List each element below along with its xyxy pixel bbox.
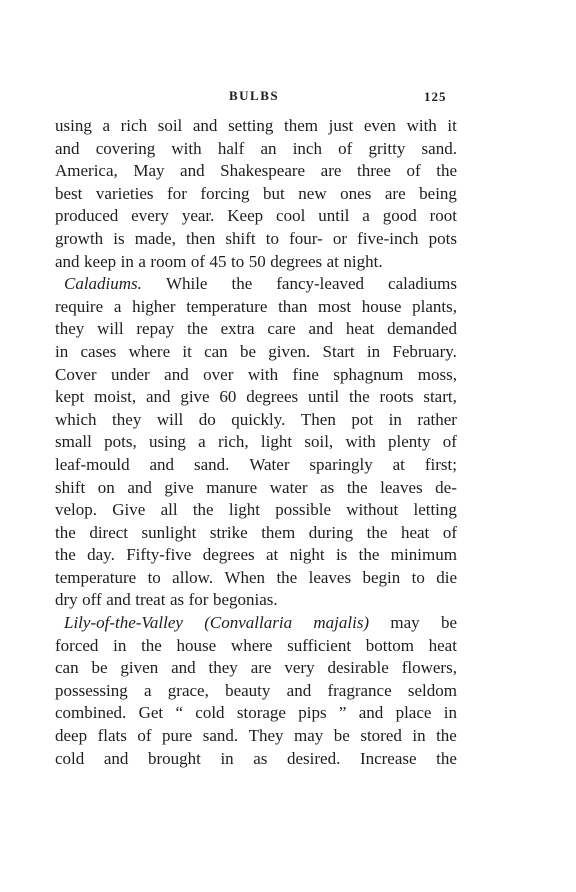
word: varieties	[95, 183, 154, 203]
word: a	[138, 251, 146, 271]
word: growth	[55, 228, 104, 248]
word: the	[358, 545, 380, 565]
word: every	[131, 206, 169, 226]
text-line	[55, 160, 457, 183]
word: storage	[236, 703, 286, 723]
text-line	[55, 725, 457, 748]
word: majalis)	[313, 613, 370, 633]
word: Then	[300, 409, 336, 429]
word: extra	[220, 319, 255, 339]
text-line	[55, 386, 457, 409]
word: stored	[360, 726, 402, 746]
word: with	[247, 364, 279, 384]
text-line	[55, 364, 457, 387]
word: of	[406, 161, 421, 181]
word: heat	[345, 319, 375, 339]
word: at	[326, 251, 339, 271]
word: desirable	[327, 658, 389, 678]
word: in	[220, 748, 234, 768]
word: Fifty-five	[126, 545, 192, 565]
word: with	[171, 138, 202, 158]
word: ”	[338, 703, 347, 723]
word: the	[436, 726, 457, 746]
word: letting	[413, 500, 457, 520]
word: de-	[435, 477, 457, 497]
text-line	[55, 544, 457, 567]
word: 45	[209, 251, 227, 271]
word: the	[55, 545, 76, 565]
word: degrees	[270, 251, 323, 271]
word: for	[188, 590, 209, 610]
word: cold	[195, 703, 225, 723]
word: root	[429, 206, 457, 226]
word: during	[308, 522, 354, 542]
word: roots	[379, 387, 414, 407]
word: While	[165, 274, 208, 294]
word: the	[186, 319, 208, 339]
word: sunlight	[141, 522, 197, 542]
word: to	[265, 228, 279, 248]
text-line	[55, 205, 457, 228]
word: off	[82, 590, 102, 610]
word: shift	[55, 477, 86, 497]
word: until	[307, 387, 340, 407]
word: a	[143, 680, 152, 700]
word: they	[55, 319, 85, 339]
word: setting	[228, 116, 274, 135]
word: sand.	[202, 726, 239, 746]
word: may	[294, 726, 324, 746]
word: the	[231, 274, 253, 294]
word: water	[269, 477, 308, 497]
word: at	[392, 454, 405, 474]
page-number: 125	[424, 89, 447, 104]
word: even	[363, 116, 396, 135]
word: first;	[424, 454, 457, 474]
word: as	[169, 590, 185, 610]
word: until	[318, 206, 350, 226]
word: made,	[134, 228, 176, 248]
word: Increase	[359, 748, 417, 768]
word: and	[180, 161, 205, 181]
word: using	[55, 116, 92, 135]
word: them	[284, 116, 319, 135]
word: begonias.	[212, 590, 278, 610]
word: light	[260, 432, 293, 452]
word: on	[97, 477, 115, 497]
word: inch	[292, 138, 322, 158]
word: at	[266, 545, 279, 565]
word: Get	[138, 703, 164, 723]
word: the	[192, 500, 214, 520]
word: are	[384, 183, 406, 203]
word: will	[156, 409, 184, 429]
word: caladiums	[388, 274, 457, 294]
word: sparingly	[309, 454, 373, 474]
text-line	[55, 702, 457, 725]
word: fine	[292, 364, 319, 384]
word: or	[332, 228, 348, 248]
word: can	[55, 658, 79, 678]
word: without	[346, 500, 399, 520]
word: then	[185, 228, 216, 248]
text-line	[55, 635, 457, 658]
word: of	[190, 251, 205, 271]
word: night	[289, 545, 325, 565]
word: Cover	[55, 364, 97, 384]
word: grace,	[167, 680, 209, 700]
word: desired.	[287, 748, 341, 768]
word: and	[286, 680, 312, 700]
word: four-	[289, 228, 323, 248]
word: in	[55, 341, 69, 361]
word: for	[167, 183, 187, 203]
word: flowers,	[401, 658, 457, 678]
word: room	[150, 251, 187, 271]
word: rich	[120, 116, 148, 135]
text-line	[55, 612, 457, 635]
word: fragrance	[327, 680, 392, 700]
text-line	[55, 273, 457, 296]
word: with	[345, 432, 376, 452]
word: cases	[80, 341, 117, 361]
word: be	[91, 658, 108, 678]
word: a	[198, 432, 206, 452]
word: in	[412, 726, 426, 746]
word: year.	[181, 206, 215, 226]
word: heat	[400, 522, 430, 542]
word: be	[333, 726, 350, 746]
word: and	[308, 319, 334, 339]
word: a	[362, 206, 370, 226]
word: it	[447, 116, 457, 135]
word: as	[253, 748, 268, 768]
word: quickly.	[231, 409, 286, 429]
word: the	[366, 522, 388, 542]
word: plenty	[387, 432, 431, 452]
word: keep	[84, 251, 117, 271]
word: heat	[428, 635, 457, 655]
word: pots	[428, 228, 457, 248]
word: flats	[97, 726, 127, 746]
word: pips	[298, 703, 327, 723]
word: and	[358, 703, 384, 723]
word: and	[164, 364, 189, 384]
word: a	[113, 296, 122, 316]
word: soil,	[304, 432, 334, 452]
word: forcing	[200, 183, 250, 203]
word: than	[278, 296, 308, 316]
word: three	[356, 161, 391, 181]
word: manure	[206, 477, 258, 497]
text-line	[55, 431, 457, 454]
word: give	[164, 477, 194, 497]
word: but	[263, 183, 285, 203]
word: using	[149, 432, 186, 452]
word: direct	[89, 522, 129, 542]
word: small	[55, 432, 92, 452]
text-line	[55, 567, 457, 590]
word: America,	[55, 161, 118, 181]
word: Keep	[227, 206, 264, 226]
word: give	[180, 387, 210, 407]
word: where	[230, 635, 273, 655]
word: be	[440, 613, 457, 633]
word: and	[127, 477, 152, 497]
word: fancy-leaved	[276, 274, 365, 294]
word: kept	[55, 387, 85, 407]
text-line	[55, 341, 457, 364]
word: is	[335, 545, 348, 565]
word: can	[204, 341, 228, 361]
word: five-inch	[357, 228, 419, 248]
word: may	[390, 613, 420, 633]
word: possible	[275, 500, 332, 520]
word: cold	[55, 748, 85, 768]
word: with	[406, 116, 437, 135]
word: moss,	[417, 364, 457, 384]
text-line	[55, 228, 457, 251]
word: to	[230, 251, 245, 271]
word: and	[145, 387, 171, 407]
word: temperature	[55, 567, 137, 587]
word: half	[217, 138, 245, 158]
word: February.	[392, 341, 457, 361]
word: of	[442, 522, 457, 542]
word: it	[182, 341, 192, 361]
word: shift	[225, 228, 256, 248]
text-line	[55, 680, 457, 703]
word: die	[436, 567, 457, 587]
word: require	[55, 296, 104, 316]
word: the	[55, 522, 76, 542]
word: light	[228, 500, 261, 520]
text-line	[55, 477, 457, 500]
word: Caladiums.	[64, 274, 142, 294]
word: May	[133, 161, 165, 181]
word: the	[436, 161, 457, 181]
word: the	[346, 477, 368, 497]
word: and	[103, 748, 129, 768]
word: Lily-of-the-Valley	[64, 613, 183, 633]
word: in	[113, 635, 127, 655]
word: of	[137, 726, 152, 746]
word: beauty	[225, 680, 271, 700]
word: are	[320, 161, 342, 181]
word: good	[382, 206, 417, 226]
word: the	[141, 635, 162, 655]
word: moist,	[94, 387, 137, 407]
word: all	[160, 500, 178, 520]
word: do	[198, 409, 216, 429]
word: very	[284, 658, 315, 678]
word: combined.	[55, 703, 127, 723]
text-line	[55, 409, 457, 432]
text-line	[55, 318, 457, 341]
word: and	[192, 116, 218, 135]
text-line	[55, 522, 457, 545]
word: sand.	[421, 138, 457, 158]
word: day.	[87, 545, 115, 565]
word: deep	[55, 726, 88, 746]
word: night.	[343, 251, 383, 271]
word: pots,	[104, 432, 137, 452]
word: sand.	[193, 454, 230, 474]
body-text	[55, 115, 457, 770]
text-line	[55, 589, 457, 612]
word: rich,	[217, 432, 249, 452]
word: sufficient	[287, 635, 352, 655]
word: the	[348, 387, 370, 407]
word: treat	[135, 590, 166, 610]
word: a	[102, 116, 111, 135]
word: ones	[340, 183, 372, 203]
word: in	[120, 251, 134, 271]
word: Water	[249, 454, 290, 474]
word: be	[239, 341, 256, 361]
word: will	[97, 319, 124, 339]
word: produced	[55, 206, 119, 226]
text-line	[55, 183, 457, 206]
text-line	[55, 251, 457, 274]
word: leaf-mould	[55, 454, 130, 474]
word: start,	[423, 387, 457, 407]
word: higher	[132, 296, 176, 316]
word: 60	[219, 387, 237, 407]
word: Give	[112, 500, 146, 520]
word: Shakespeare	[220, 161, 306, 181]
word: degrees	[202, 545, 255, 565]
text-line	[55, 296, 457, 319]
word: of	[442, 432, 457, 452]
word: in	[366, 341, 381, 361]
word: pot	[351, 409, 374, 429]
word: over	[203, 364, 234, 384]
word: in	[388, 409, 402, 429]
word: and	[55, 138, 80, 158]
word: repay	[136, 319, 175, 339]
word: soil	[157, 116, 183, 135]
word: house	[361, 296, 402, 316]
word: to	[411, 567, 425, 587]
word: bottom	[365, 635, 414, 655]
word: and	[149, 454, 175, 474]
word: given.	[268, 341, 311, 361]
text-line	[55, 115, 457, 138]
word: them	[261, 522, 296, 542]
word: as	[320, 477, 335, 497]
word: 50	[248, 251, 266, 271]
word: velop.	[55, 500, 98, 520]
word: They	[248, 726, 284, 746]
word: care	[267, 319, 296, 339]
text-line	[55, 657, 457, 680]
word: are	[250, 658, 272, 678]
word: degrees	[246, 387, 299, 407]
word: and	[106, 590, 131, 610]
word: rather	[417, 409, 457, 429]
word: of	[338, 138, 353, 158]
word: to	[147, 567, 161, 587]
word: house	[176, 635, 217, 655]
word: leaves	[380, 477, 423, 497]
word: and	[171, 658, 196, 678]
word: new	[298, 183, 327, 203]
word: just	[328, 116, 354, 135]
word: being	[419, 183, 457, 203]
word: Start	[322, 341, 355, 361]
word: “	[175, 703, 183, 723]
word: gritty	[368, 138, 406, 158]
word: most	[318, 296, 352, 316]
word: minimum	[390, 545, 457, 565]
word: the	[276, 567, 298, 587]
word: they	[208, 658, 238, 678]
word: forced	[55, 635, 99, 655]
word: the	[436, 748, 457, 768]
text-line	[55, 138, 457, 161]
word: in	[443, 703, 457, 723]
word: covering	[95, 138, 156, 158]
word: strike	[209, 522, 248, 542]
word: begin	[362, 567, 401, 587]
word: demanded	[387, 319, 457, 339]
word: sphagnum	[333, 364, 404, 384]
word: best	[55, 183, 83, 203]
word: place	[395, 703, 432, 723]
text-line	[55, 499, 457, 522]
word: possessing	[55, 680, 128, 700]
running-title: BULBS	[229, 88, 280, 103]
word: leaves	[308, 567, 352, 587]
word: allow.	[172, 567, 214, 587]
word: which	[55, 409, 97, 429]
word: seldom	[407, 680, 457, 700]
word: brought	[147, 748, 201, 768]
word: When	[224, 567, 266, 587]
word: they	[112, 409, 142, 429]
word: pure	[162, 726, 193, 746]
word: is	[113, 228, 125, 248]
word: given	[120, 658, 159, 678]
word: plants,	[412, 296, 457, 316]
word: dry	[55, 590, 78, 610]
word: (Convallaria	[204, 613, 293, 633]
word: cool	[276, 206, 306, 226]
text-line	[55, 454, 457, 477]
word: and	[55, 251, 80, 271]
text-line	[55, 748, 457, 771]
word: an	[260, 138, 277, 158]
word: under	[111, 364, 150, 384]
word: temperature	[186, 296, 268, 316]
word: where	[128, 341, 171, 361]
